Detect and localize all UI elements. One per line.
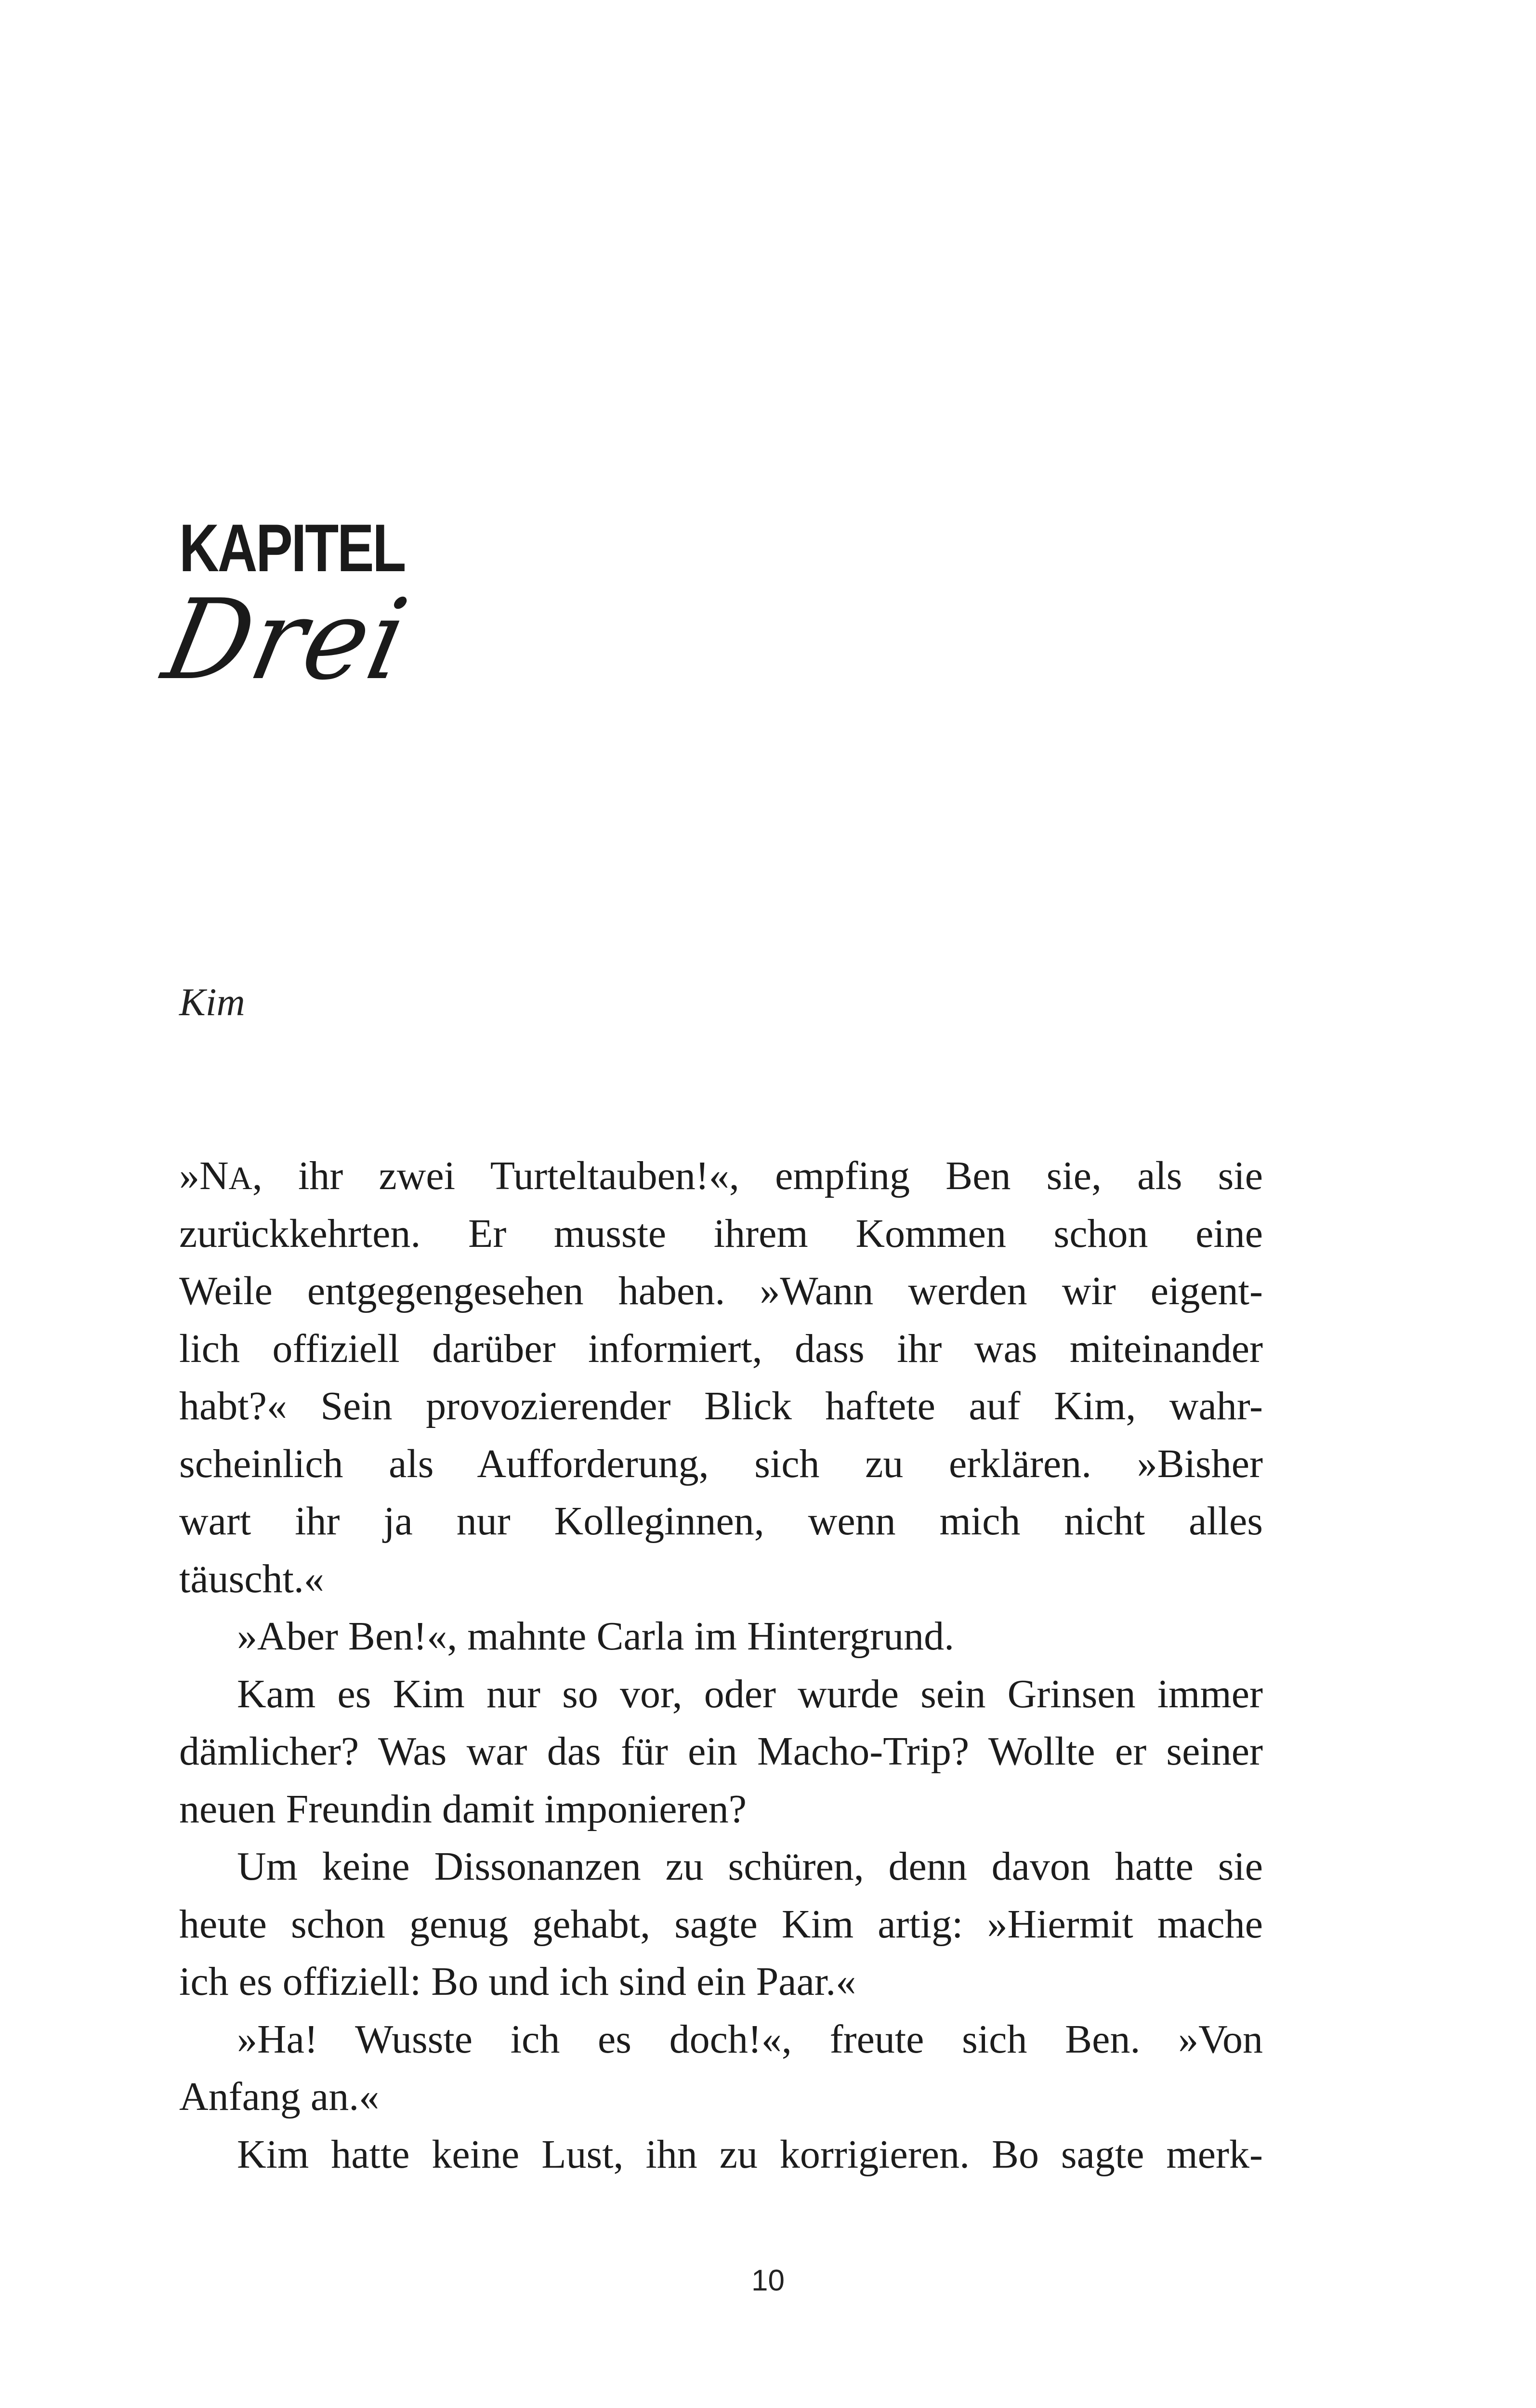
text-line: heute schon genug gehabt, sagte Kim artig: »Hiermit mache — [179, 1901, 1263, 1947]
text-line: täuscht.« — [179, 1556, 324, 1601]
text-line: scheinlich als Aufforderung, sich zu erklären. »Bisher — [179, 1441, 1263, 1486]
text-line: dämlicher? Was war das für ein Macho-Trip? Wollte er seiner — [179, 1729, 1263, 1774]
text-line: Kim hatte keine Lust, ihn zu korrigieren. Bo sagte merk- — [237, 2132, 1263, 2177]
text-line: »NA, ihr zwei Turteltauben!«, empfing Ben sie, als sie — [179, 1153, 1263, 1198]
text-line: »Ha! Wusste ich es doch!«, freute sich Ben. »Von — [237, 2016, 1263, 2062]
pov-character: Kim — [179, 980, 245, 1024]
text-line: zurückkehrten. Er musste ihrem Kommen schon eine — [179, 1211, 1263, 1256]
text-line: »Aber Ben!«, mahnte Carla im Hintergrund. — [237, 1614, 955, 1659]
chapter-title: Drei — [154, 576, 420, 705]
text-line: ich es offiziell: Bo und ich sind ein Paar.« — [179, 1959, 856, 2004]
text-line: neuen Freundin damit imponieren? — [179, 1786, 747, 1832]
text-line: Weile entgegengesehen haben. »Wann werden wir eigent- — [179, 1269, 1263, 1313]
chapter-label: KAPITEL — [179, 510, 405, 586]
chapter-body — [179, 1147, 1263, 2183]
text-line: habt?« Sein provozierender Blick haftete auf Kim, wahr- — [179, 1384, 1263, 1428]
page-number: 10 — [751, 2264, 785, 2297]
text-line: Kam es Kim nur so vor, oder wurde sein Grinsen immer — [237, 1671, 1263, 1716]
text-line: lich offiziell darüber informiert, dass ihr was miteinander — [179, 1326, 1263, 1371]
text-line: wart ihr ja nur Kolleginnen, wenn mich nicht alles — [179, 1499, 1263, 1544]
text-line: Um keine Dissonanzen zu schüren, denn davon hatte sie — [237, 1844, 1263, 1889]
text-line: Anfang an.« — [179, 2074, 380, 2119]
